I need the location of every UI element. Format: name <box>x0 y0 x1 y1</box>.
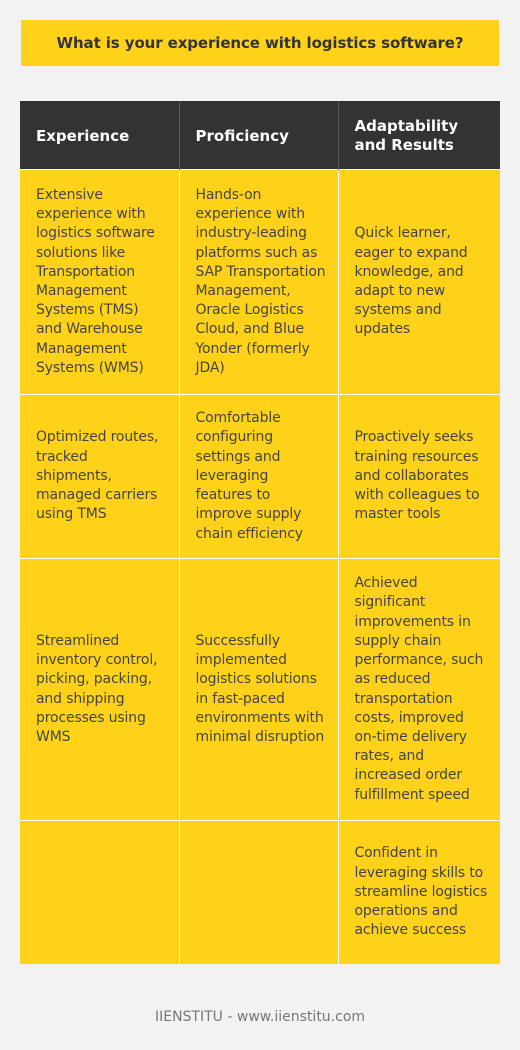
table-row <box>20 170 500 395</box>
table-cell <box>179 821 338 965</box>
table-cell: Proactively seeks training resources and collaborates with colleagues to master tools <box>338 395 500 559</box>
table-header-row <box>20 101 500 170</box>
column-header-adaptability: Adaptability and Results <box>338 101 500 170</box>
page-title: What is your experience with logistics software? <box>56 34 464 52</box>
column-header-proficiency: Proficiency <box>179 101 338 170</box>
experience-table <box>20 101 500 964</box>
table-cell: Confident in leveraging skills to streamline logistics operations and achieve success <box>338 821 500 965</box>
table-cell: Quick learner, eager to expand knowledge, and adapt to new systems and updates <box>338 170 500 395</box>
table-cell: Hands-on experience with industry-leading platforms such as SAP Transportation Management, Oracle Logistics Cloud, and Blue Yonder (formerly JDA) <box>179 170 338 395</box>
footer-credit: IIENSTITU - www.iienstitu.com <box>154 1009 366 1025</box>
table-row <box>20 559 500 821</box>
table-cell: Comfortable configuring settings and leveraging features to improve supply chain efficiency <box>179 395 338 559</box>
table-row <box>20 395 500 559</box>
table-cell: Streamlined inventory control, picking, packing, and shipping processes using WMS <box>20 559 179 821</box>
table-row <box>20 821 500 965</box>
table-cell: Successfully implemented logistics solutions in fast-paced environments with minimal disruption <box>179 559 338 821</box>
column-header-experience: Experience <box>20 101 179 170</box>
table-cell: Extensive experience with logistics software solutions like Transportation Management Systems (TMS) and Warehouse Management Systems (WMS) <box>20 170 179 395</box>
table-cell: Achieved significant improvements in supply chain performance, such as reduced transportation costs, improved on-time delivery rates, and increased order fulfillment speed <box>338 559 500 821</box>
title-banner <box>21 20 499 66</box>
table-cell: Optimized routes, tracked shipments, managed carriers using TMS <box>20 395 179 559</box>
table-cell <box>20 821 179 965</box>
